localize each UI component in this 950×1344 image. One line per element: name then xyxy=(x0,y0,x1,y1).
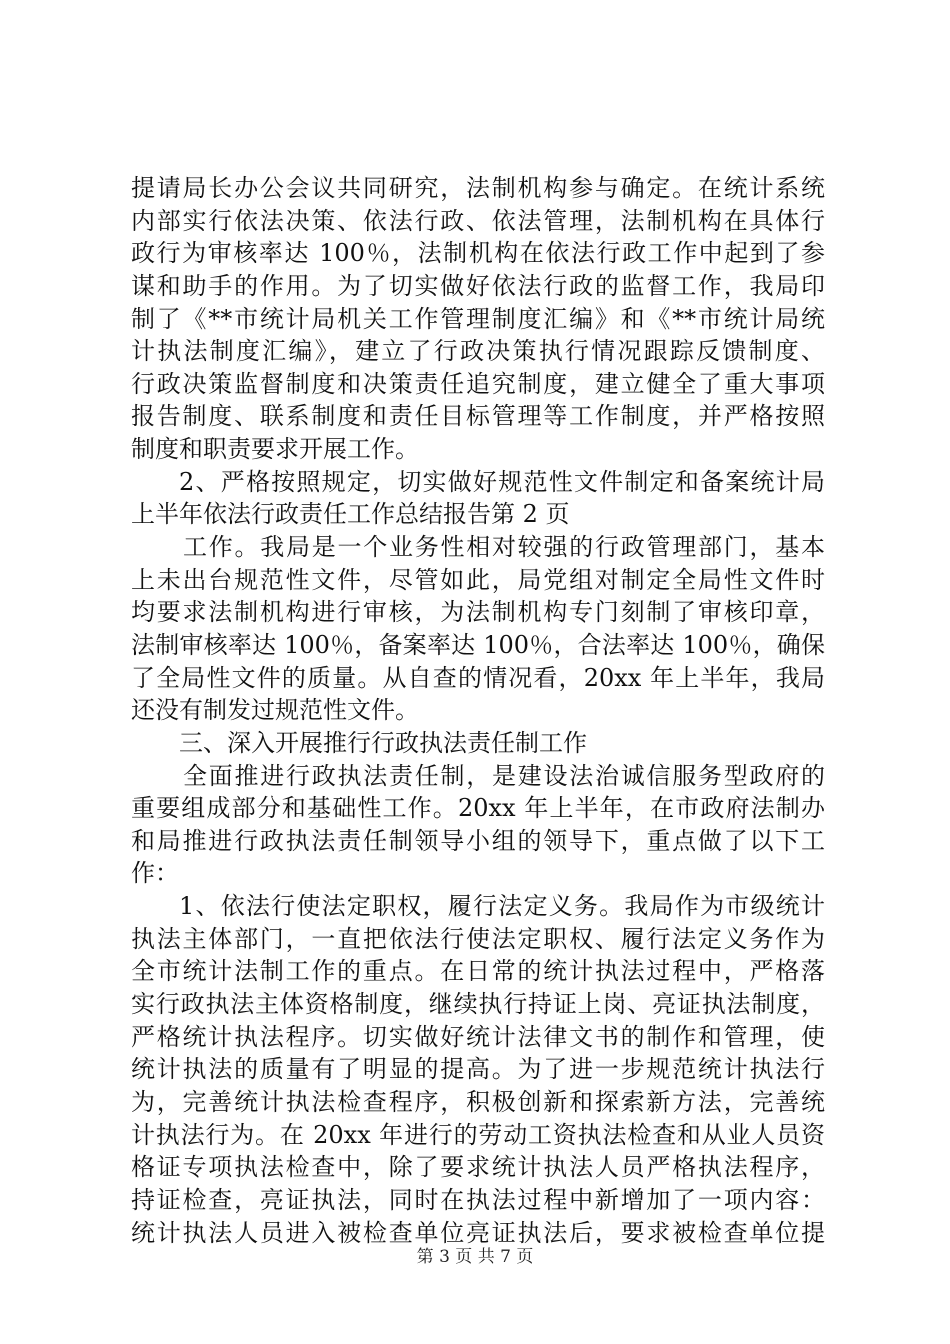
text-line: 制度和职责要求开展工作。 xyxy=(131,435,419,464)
text-line: 政行为审核率达 100％，法制机构在依法行政工作中起到了参 xyxy=(131,239,825,268)
text-line: 行政决策监督制度和决策责任追究制度，建立健全了重大事项 xyxy=(131,369,825,398)
text-line: 制了《**市统计局机关工作管理制度汇编》和《**市统计局统 xyxy=(131,304,825,333)
document-body xyxy=(131,172,825,1249)
text-line: 报告制度、联系制度和责任目标管理等工作制度，并严格按照 xyxy=(131,402,825,431)
text-line: 1、依法行使法定职权，履行法定义务。我局作为市级统计 xyxy=(179,892,825,921)
text-line: 内部实行依法决策、依法行政、依法管理，法制机构在具体行 xyxy=(131,206,825,235)
text-line: 上半年依法行政责任工作总结报告第 2 页 xyxy=(131,500,570,529)
text-line: 提请局长办公会议共同研究，法制机构参与确定。在统计系统 xyxy=(131,174,825,202)
text-line: 法制审核率达 100％，备案率达 100％，合法率达 100％，确保 xyxy=(131,630,825,659)
text-line: 上未出台规范性文件，尽管如此，局党组对制定全局性文件时 xyxy=(131,565,825,594)
text-line: 为，完善统计执法检查程序，积极创新和探索新方法，完善统 xyxy=(131,1087,825,1116)
text-line: 和局推进行政执法责任制领导小组的领导下，重点做了以下工 xyxy=(131,826,825,855)
text-line: 作： xyxy=(131,859,179,888)
text-line: 全面推进行政执法责任制，是建设法治诚信服务型政府的 xyxy=(183,761,825,790)
text-line: 均要求法制机构进行审核，为法制机构专门刻制了审核印章， xyxy=(131,598,825,627)
text-line: 全市统计法制工作的重点。在日常的统计执法过程中，严格落 xyxy=(131,957,825,986)
text-line: 严格统计执法程序。切实做好统计法律文书的制作和管理，使 xyxy=(131,1022,825,1051)
text-line: 统计执法的质量有了明显的提高。为了进一步规范统计执法行 xyxy=(131,1055,825,1084)
text-line: 格证专项执法检查中，除了要求统计执法人员严格执法程序， xyxy=(131,1153,825,1182)
text-line: 了全局性文件的质量。从自查的情况看，20xx 年上半年，我局 xyxy=(131,663,825,692)
text-line: 谋和助手的作用。为了切实做好依法行政的监督工作，我局印 xyxy=(131,271,825,300)
text-line: 执法主体部门，一直把依法行使法定职权、履行法定义务作为 xyxy=(131,924,825,953)
text-line: 计执法行为。在 20xx 年进行的劳动工资执法检查和从业人员资 xyxy=(131,1120,825,1149)
text-line: 计执法制度汇编》，建立了行政决策执行情况跟踪反馈制度、 xyxy=(131,337,825,366)
text-line: 2、严格按照规定，切实做好规范性文件制定和备案统计局 xyxy=(179,467,825,496)
text-line: 工作。我局是一个业务性相对较强的行政管理部门，基本 xyxy=(183,533,825,562)
text-line: 持证检查，亮证执法，同时在执法过程中新增加了一项内容： xyxy=(131,1185,825,1214)
text-line: 还没有制发过规范性文件。 xyxy=(131,696,419,725)
text-line: 统计执法人员进入被检查单位亮证执法后，要求被检查单位提 xyxy=(131,1218,825,1247)
text-line: 实行政执法主体资格制度，继续执行持证上岗、亮证执法制度， xyxy=(131,990,825,1019)
page-footer: 第 3 页 共 7 页 xyxy=(416,1247,534,1267)
section-heading: 三、深入开展推行行政执法责任制工作 xyxy=(179,728,587,757)
text-line: 重要组成部分和基础性工作。20xx 年上半年，在市政府法制办 xyxy=(131,794,825,823)
